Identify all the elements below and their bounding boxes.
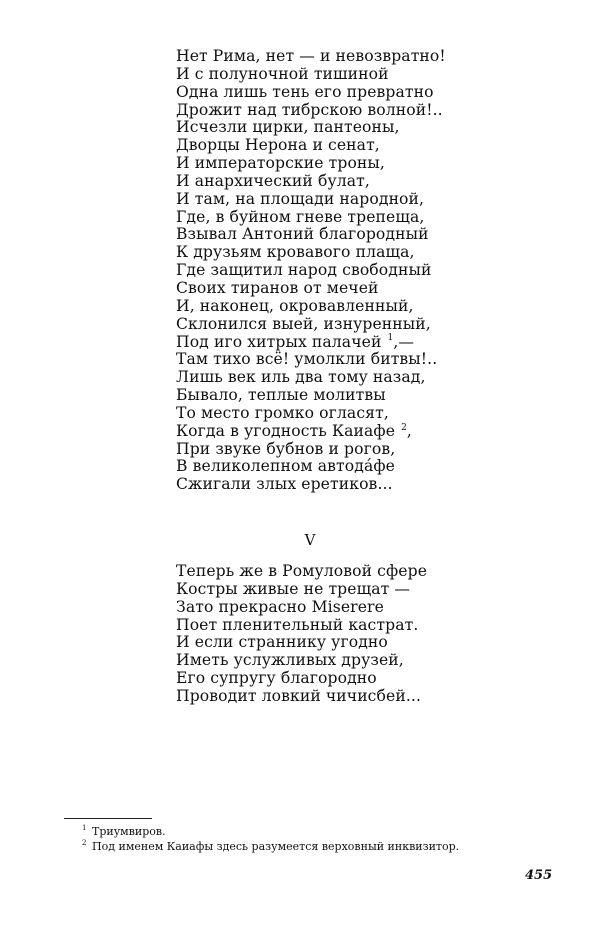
poem-line: Дрожит над тибрскою волной!..: [176, 100, 443, 119]
footnote-ref-1[interactable]: 1: [387, 333, 394, 344]
footnote-number: 1: [82, 824, 87, 832]
poem-stanza-1: [176, 48, 446, 494]
poem-line-text: Под иго хитрых палачей: [176, 332, 382, 351]
poem-stanza-2: [176, 563, 427, 706]
poem-line: Поет пленительный кастрат.: [176, 615, 419, 634]
poem-line: И там, на площади народной,: [176, 189, 425, 208]
poem-line: И, наконец, окровавленный,: [176, 296, 414, 315]
poem-line: Теперь же в Ромуловой сфере: [176, 562, 428, 580]
poem-line: К друзьям кровавого плаща,: [176, 243, 415, 262]
section-number: V: [304, 531, 316, 549]
poem-line: Исчезли цирки, пантеоны,: [176, 118, 400, 137]
footnote-1: [82, 824, 459, 839]
poem-line: Где, в буйном гневе трепеща,: [176, 207, 425, 226]
poem-line: То место громко огласят,: [176, 403, 389, 422]
poem-line: Где защитил народ свободный: [176, 261, 432, 280]
footnote-2: [82, 839, 460, 854]
poem-line: Дворцы Нерона и сенат,: [176, 136, 380, 155]
poem-line-text: Когда в угодность Каиафе: [176, 421, 396, 440]
poem-line: Своих тиранов от мечей: [176, 278, 379, 297]
poem-line: Там тихо всё! умолкли битвы!..: [176, 350, 438, 369]
poem-line: Склонился выей, изнуренный,: [176, 314, 431, 333]
poem-line-punct: ,: [406, 421, 412, 440]
footnote-text: Под именем Каиафы здесь разумеется верховный инквизитор.: [92, 840, 460, 853]
poem-line: И с полуночной тишиной: [176, 64, 389, 83]
poem-line: Костры живые не трещат —: [176, 579, 411, 598]
footnote-number: 2: [82, 839, 87, 847]
poem-line: Зато прекрасно Miserere: [176, 597, 384, 616]
poem-line: Его супругу благородно: [176, 669, 377, 688]
poem-line: Сжигали злых еретиков...: [176, 475, 393, 494]
poem-line-with-footnote: [176, 423, 446, 441]
poem-line: И анархический булат,: [176, 171, 370, 190]
poem-line: Одна лишь тень его превратно: [176, 82, 434, 101]
footnote-text: Триумвиров.: [92, 825, 166, 838]
poem-line: Взывал Антоний благородный: [176, 225, 429, 244]
footnote-divider: [64, 818, 152, 819]
footnotes: [82, 824, 460, 854]
poem-line: И если страннику угодно: [176, 633, 388, 652]
poem-line: Бывало, теплые молитвы: [176, 386, 386, 405]
poem-line: В великолепном автодáфе: [176, 457, 395, 476]
footnote-ref-2[interactable]: 2: [401, 422, 407, 433]
poem-line-punct: ,—: [393, 332, 415, 351]
poem-line: И императорские троны,: [176, 154, 385, 173]
poem-line: Лишь век иль два тому назад,: [176, 368, 426, 387]
page-number: 455: [525, 868, 553, 883]
poem-line: При звуке бубнов и рогов,: [176, 439, 396, 458]
poem-line: Иметь услужливых друзей,: [176, 651, 404, 670]
poem-line-with-footnote: [176, 334, 446, 352]
poem-line: Проводит ловкий чичисбей...: [176, 686, 421, 705]
poem-line: Нет Рима, нет — и невозвратно!: [176, 47, 446, 65]
